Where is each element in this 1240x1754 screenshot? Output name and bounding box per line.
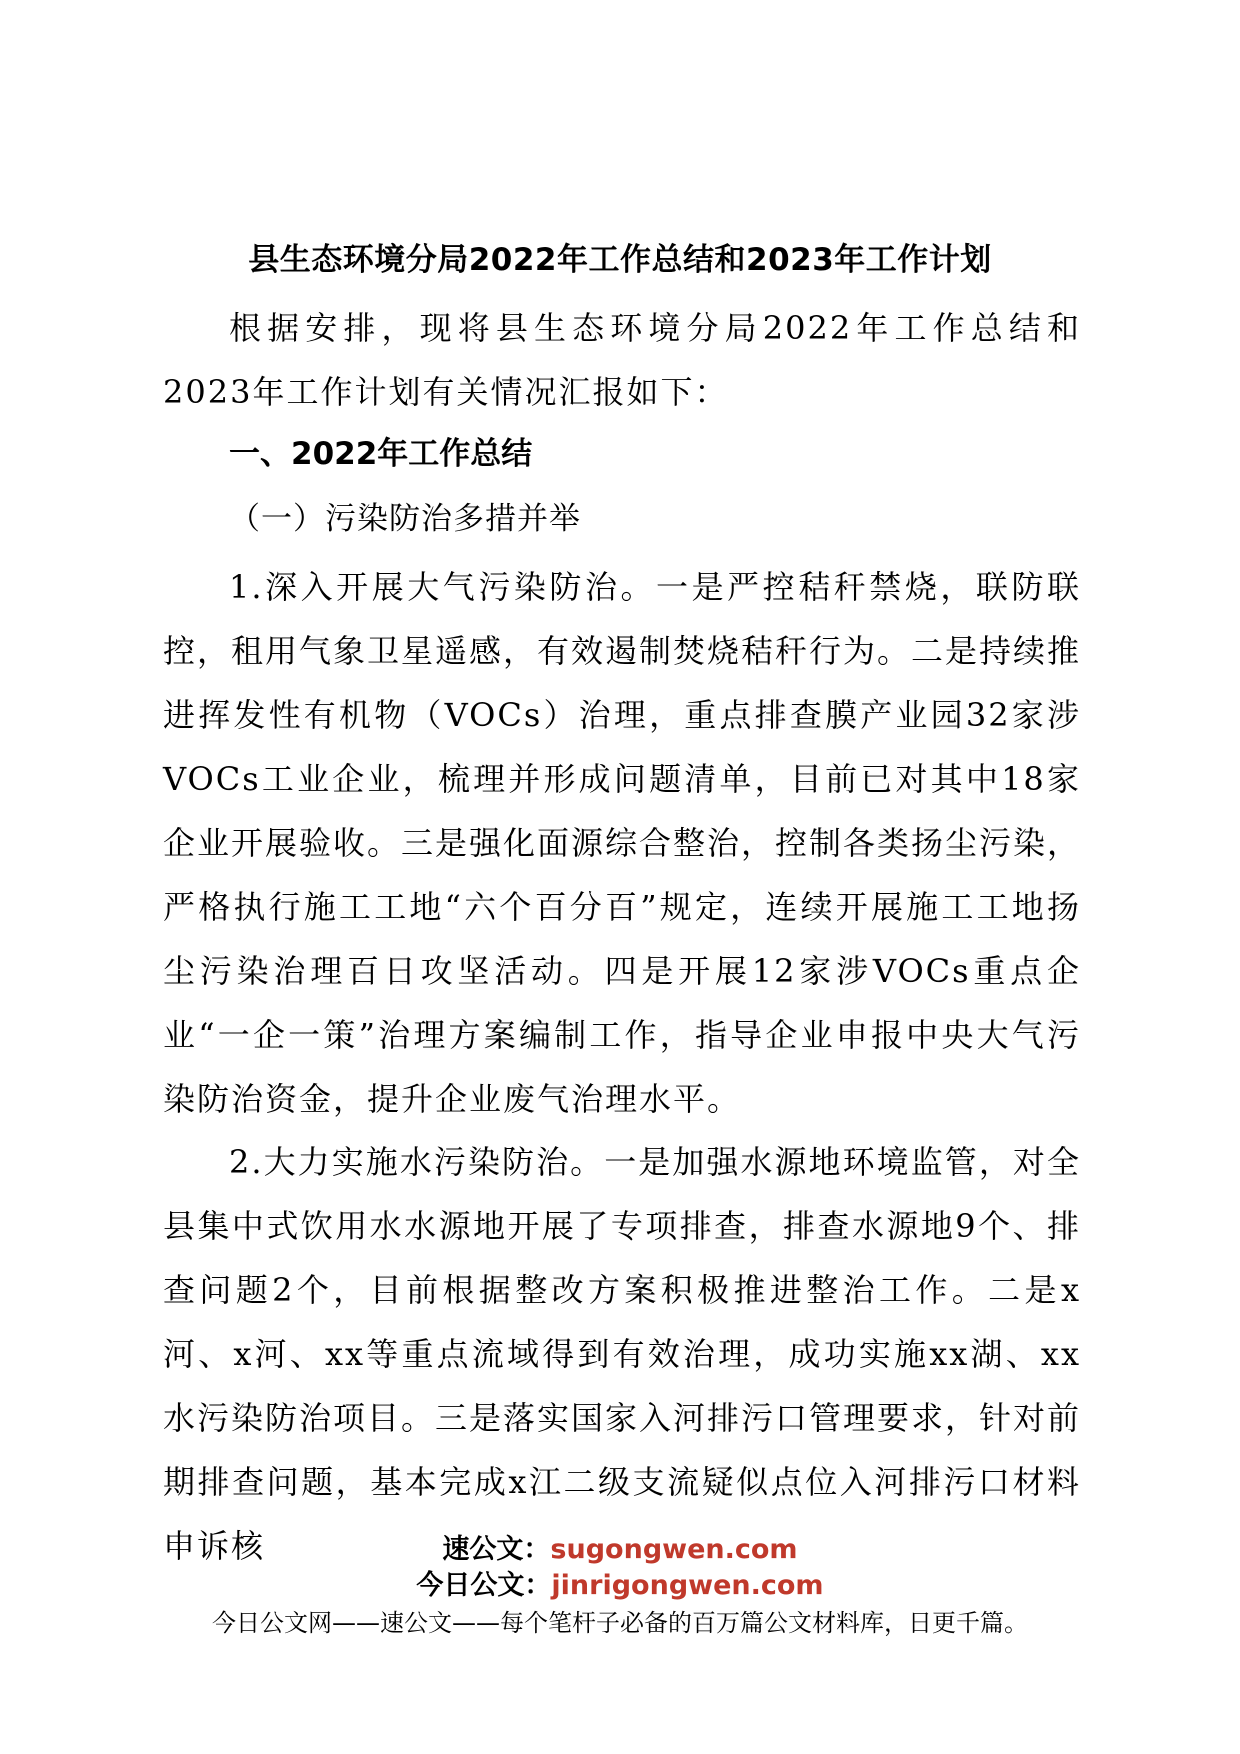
section-heading: 一、2022年工作总结: [229, 436, 533, 472]
subsection-heading: （一）污染防治多措并举: [229, 501, 581, 537]
footer-label-sugongwen: 速公文：: [442, 1534, 551, 1565]
footer-link-jinrigongwen[interactable]: jinrigongwen.com: [551, 1570, 824, 1601]
intro-paragraph: 根据安排，现将县生态环境分局2022年工作总结和2023年工作计划有关情况汇报如下：: [163, 309, 1081, 411]
paragraph-air-pollution: 1.深入开展大气污染防治。一是严控秸秆禁烧，联防联控，租用气象卫星遥感，有效遏制焚烧秸秆行为。二是持续推进挥发性有机物（VOCs）治理，重点排查膜产业园32家涉VOCs工业企业，梳理并形成问题清单，目前已对其中18家企业开展验收。三是强化面源综合整治，控制各类扬尘污染，严格执行施工工地“六个百分百”规定，连续开展施工工地扬尘污染治理百日攻坚活动。四是开展12家涉VOCs重点企业“一企一策”治理方案编制工作，指导企业申报中央大气污染防治资金，提升企业废气治理水平。: [163, 568, 1082, 1118]
paragraph-water-pollution: 2.大力实施水污染防治。一是加强水源地环境监管，对全县集中式饮用水水源地开展了专项排查，排查水源地9个、排查问题2个，目前根据整改方案积极推进整治工作。二是x河、x河、xx等重点流域得到有效治理，成功实施xx湖、xx水污染防治项目。三是落实国家入河排污口管理要求，针对前期排查问题，基本完成x江二级支流疑似点位入河排污口材料申诉核: [163, 1143, 1082, 1565]
footer-slogan: 今日公文网——速公文——每个笔杆子必备的百万篇公文材料库，日更千篇。: [212, 1609, 1028, 1637]
footer-line-sugongwen: [0, 1532, 1240, 1568]
footer-label-jinrigongwen: 今日公文：: [416, 1570, 552, 1601]
document-title: 县生态环境分局2022年工作总结和2023年工作计划: [248, 242, 992, 278]
footer-link-sugongwen[interactable]: sugongwen.com: [550, 1534, 798, 1565]
footer-line-jinrigongwen: [0, 1568, 1240, 1604]
